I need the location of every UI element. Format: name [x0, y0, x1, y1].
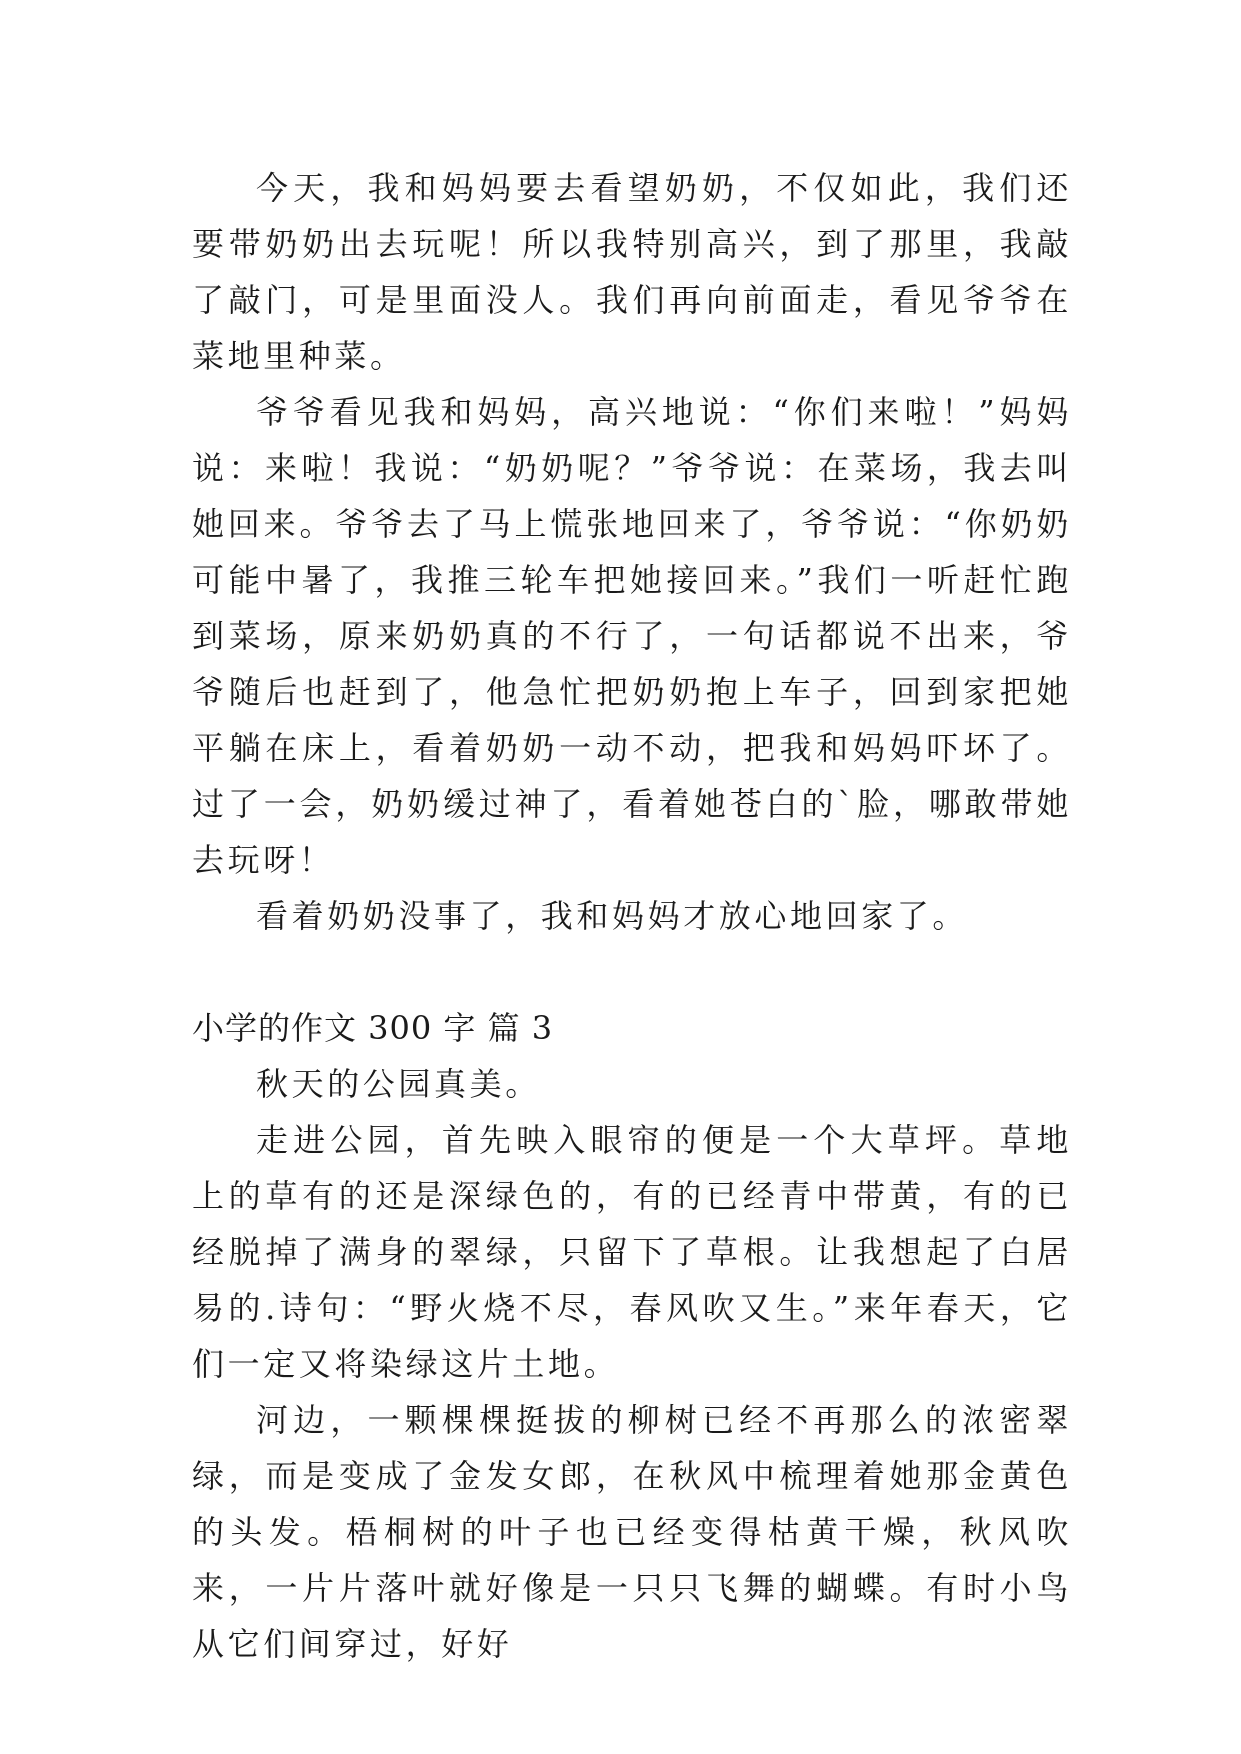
paragraph-grandpa-story: 爷爷看见我和妈妈，高兴地说：“你们来啦！”妈妈说：来啦！我说：“奶奶呢？”爷爷说：在菜场，我去叫她回来。爷爷去了马上慌张地回来了，爷爷说：“你奶奶可能中暑了，我推三轮车把她接回来。”我们一听赶忙跑到菜场，原来奶奶真的不行了，一句话都说不出来，爷爷随后也赶到了，他急忙把奶奶抱上车子，回到家把她平躺在床上，看着奶奶一动不动，把我和妈妈吓坏了。过了一会，奶奶缓过神了，看着她苍白的`脸，哪敢带她去玩呀！	[192, 393, 1072, 879]
paragraph-lawn: 走进公园，首先映入眼帘的便是一个大草坪。草地上的草有的还是深绿色的，有的已经青中带黄，有的已经脱掉了满身的翠绿，只留下了草根。让我想起了白居易的.诗句：“野火烧不尽，春风吹又生。”来年春天，它们一定又将染绿这片土地。	[192, 1121, 1072, 1383]
paragraph-riverside: 河边，一颗棵棵挺拔的柳树已经不再那么的浓密翠绿，而是变成了金发女郎，在秋风中梳理着她那金黄色的头发。梧桐树的叶子也已经变得枯黄干燥，秋风吹来，一片片落叶就好像是一只只飞舞的蝴蝶。有时小鸟从它们间穿过，好好	[192, 1401, 1072, 1663]
paragraph-autumn-park: 秋天的公园真美。	[256, 1065, 541, 1103]
document-body	[192, 160, 1072, 1672]
paragraph-going-home: 看着奶奶没事了，我和妈妈才放心地回家了。	[256, 897, 969, 935]
essay-heading: 小学的作文 300 字 篇 3	[192, 1009, 554, 1047]
paragraph-visit-grandma: 今天，我和妈妈要去看望奶奶，不仅如此，我们还要带奶奶出去玩呢！所以我特别高兴，到了那里，我敲了敲门，可是里面没人。我们再向前面走，看见爷爷在菜地里种菜。	[192, 169, 1072, 375]
section-spacer	[192, 944, 1072, 1000]
